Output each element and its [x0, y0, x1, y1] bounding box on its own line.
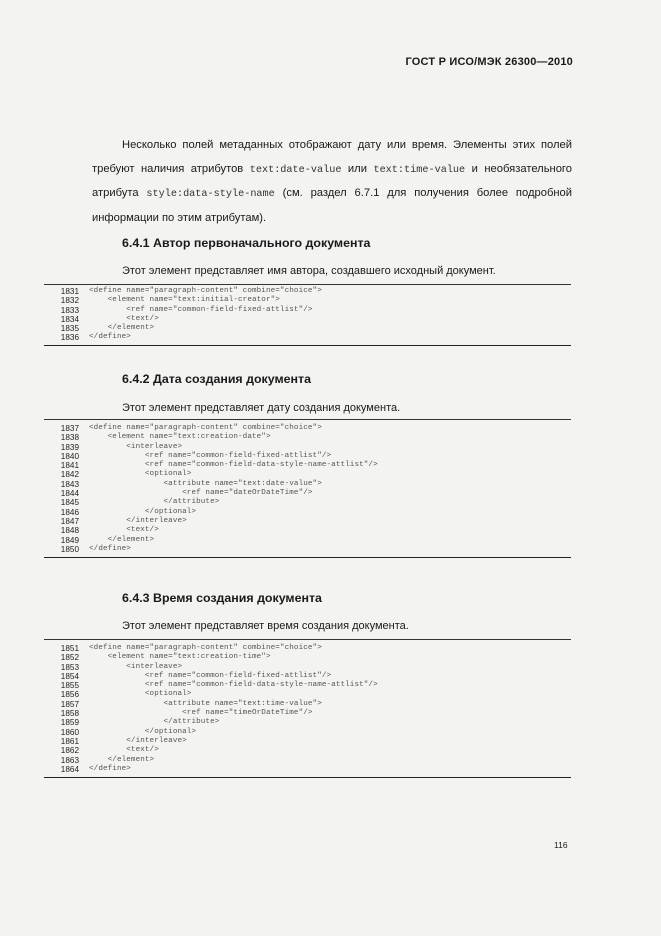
line-number: 1835	[60, 324, 79, 334]
line-number: 1857	[60, 699, 79, 709]
code-line	[44, 728, 571, 737]
line-number: 1849	[60, 535, 79, 545]
line-number: 1833	[60, 305, 79, 315]
line-number: 1842	[60, 470, 79, 480]
code-line	[44, 333, 571, 342]
code-line	[44, 746, 571, 755]
code-line	[44, 296, 571, 305]
code-line	[44, 498, 571, 507]
code-line	[44, 324, 571, 333]
code-line	[44, 315, 571, 324]
code-listing	[44, 639, 571, 778]
line-number: 1858	[60, 709, 79, 719]
line-number: 1861	[60, 736, 79, 746]
code-text: </interleave>	[89, 736, 187, 745]
code-text: <ref name="timeOrDateTime"/>	[89, 709, 313, 718]
section-title: 6.4.3 Время создания документа	[122, 591, 322, 605]
code-line	[44, 443, 571, 452]
code-line	[44, 718, 571, 727]
code-text: </element>	[89, 535, 155, 544]
code-line	[44, 672, 571, 681]
code-listing	[44, 419, 571, 558]
line-number: 1855	[60, 681, 79, 691]
code-text: <element name="text:creation-date">	[89, 433, 271, 442]
code-text: <define name="paragraph-content" combine="choice">	[89, 424, 322, 432]
code-text: </optional>	[89, 507, 197, 516]
code-listing	[44, 284, 571, 346]
line-number: 1843	[60, 479, 79, 489]
line-number: 1836	[60, 333, 79, 343]
line-number: 1853	[60, 662, 79, 672]
attr-data-style-name: style:data-style-name	[146, 189, 275, 200]
standard-header: ГОСТ Р ИСО/МЭК 26300—2010	[405, 56, 573, 68]
line-number: 1834	[60, 314, 79, 324]
intro-text-3: и необязательного атрибута	[92, 162, 572, 199]
code-line	[44, 681, 571, 690]
line-number: 1844	[60, 489, 79, 499]
line-number: 1838	[60, 433, 79, 443]
code-line	[44, 517, 571, 526]
code-line	[44, 545, 571, 554]
line-number: 1846	[60, 507, 79, 517]
code-text: </element>	[89, 324, 155, 333]
code-text: <ref name="common-field-data-style-name-attlist"/>	[89, 681, 378, 690]
code-text: <define name="paragraph-content" combine="choice">	[89, 644, 322, 652]
code-text: </attribute>	[89, 718, 220, 727]
code-text: <ref name="common-field-fixed-attlist"/>	[89, 305, 313, 314]
line-number: 1860	[60, 727, 79, 737]
code-text: </optional>	[89, 727, 197, 736]
page-number: 116	[554, 840, 568, 850]
line-number: 1862	[60, 746, 79, 756]
line-number: 1848	[60, 526, 79, 536]
line-number: 1840	[60, 451, 79, 461]
code-text: <define name="paragraph-content" combine="choice">	[89, 287, 322, 295]
code-line	[44, 690, 571, 699]
line-number: 1841	[60, 461, 79, 471]
attr-time-value: text:time-value	[373, 164, 466, 176]
code-line	[44, 470, 571, 479]
code-line	[44, 489, 571, 498]
line-number: 1837	[60, 424, 79, 433]
code-line	[44, 306, 571, 315]
code-text: <text/>	[89, 526, 159, 535]
intro-text-4: (см. раздел 6.7.1 для получения более подробной информации по этим атрибутам).	[92, 187, 572, 224]
line-number: 1859	[60, 718, 79, 728]
intro-paragraph	[92, 134, 572, 230]
code-text: <optional>	[89, 470, 192, 479]
line-number: 1854	[60, 671, 79, 681]
code-text: </element>	[89, 755, 155, 764]
line-number: 1852	[60, 653, 79, 663]
code-line	[44, 709, 571, 718]
line-number: 1863	[60, 755, 79, 765]
section-description: Этот элемент представляет дату создания документа.	[122, 402, 401, 414]
code-text: <attribute name="text:date-value">	[89, 479, 322, 488]
code-text: <ref name="dateOrDateTime"/>	[89, 489, 313, 498]
intro-text-2: или	[341, 162, 374, 175]
code-line	[44, 653, 571, 662]
line-number: 1839	[60, 442, 79, 452]
code-text: </define>	[89, 333, 131, 342]
code-line	[44, 508, 571, 517]
code-line	[44, 287, 571, 296]
code-line	[44, 644, 571, 653]
code-line	[44, 461, 571, 470]
line-number: 1851	[60, 644, 79, 653]
intro-text-1: Несколько полей метаданных отображают дату или время. Элементы этих полей требуют наличия атрибутов	[92, 139, 572, 175]
code-text: </define>	[89, 544, 131, 553]
code-text: <ref name="common-field-fixed-attlist"/>	[89, 671, 332, 680]
code-line	[44, 663, 571, 672]
section-description: Этот элемент представляет время создания документа.	[122, 620, 409, 632]
line-number: 1847	[60, 516, 79, 526]
code-line	[44, 526, 571, 535]
attr-date-value: text:date-value	[249, 164, 342, 176]
section-description: Этот элемент представляет имя автора, создавшего исходный документ.	[122, 265, 496, 277]
line-number: 1831	[60, 287, 79, 296]
code-bottom-rule	[44, 557, 571, 558]
code-text: <ref name="common-field-fixed-attlist"/>	[89, 451, 332, 460]
code-line	[44, 756, 571, 765]
code-line	[44, 765, 571, 774]
code-text: <element name="text:initial-creator">	[89, 296, 280, 305]
line-number: 1832	[60, 296, 79, 306]
code-text: </attribute>	[89, 498, 220, 507]
line-number: 1850	[60, 544, 79, 554]
line-number: 1864	[60, 764, 79, 774]
code-text: <interleave>	[89, 442, 183, 451]
code-bottom-rule	[44, 345, 571, 346]
code-text: <interleave>	[89, 662, 183, 671]
section-title: 6.4.2 Дата создания документа	[122, 372, 311, 386]
code-text: <element name="text:creation-time">	[89, 653, 271, 662]
code-text: </interleave>	[89, 516, 187, 525]
code-text: <optional>	[89, 690, 192, 699]
section-title: 6.4.1 Автор первоначального документа	[122, 236, 371, 250]
code-text: <attribute name="text:time-value">	[89, 699, 322, 708]
code-line	[44, 536, 571, 545]
code-line	[44, 433, 571, 442]
code-text: </define>	[89, 764, 131, 773]
code-text: <text/>	[89, 314, 159, 323]
code-line	[44, 424, 571, 433]
code-line	[44, 737, 571, 746]
code-text: <text/>	[89, 746, 159, 755]
code-line	[44, 480, 571, 489]
code-bottom-rule	[44, 777, 571, 778]
code-line	[44, 700, 571, 709]
code-line	[44, 452, 571, 461]
line-number: 1856	[60, 690, 79, 700]
code-text: <ref name="common-field-data-style-name-attlist"/>	[89, 461, 378, 470]
line-number: 1845	[60, 498, 79, 508]
